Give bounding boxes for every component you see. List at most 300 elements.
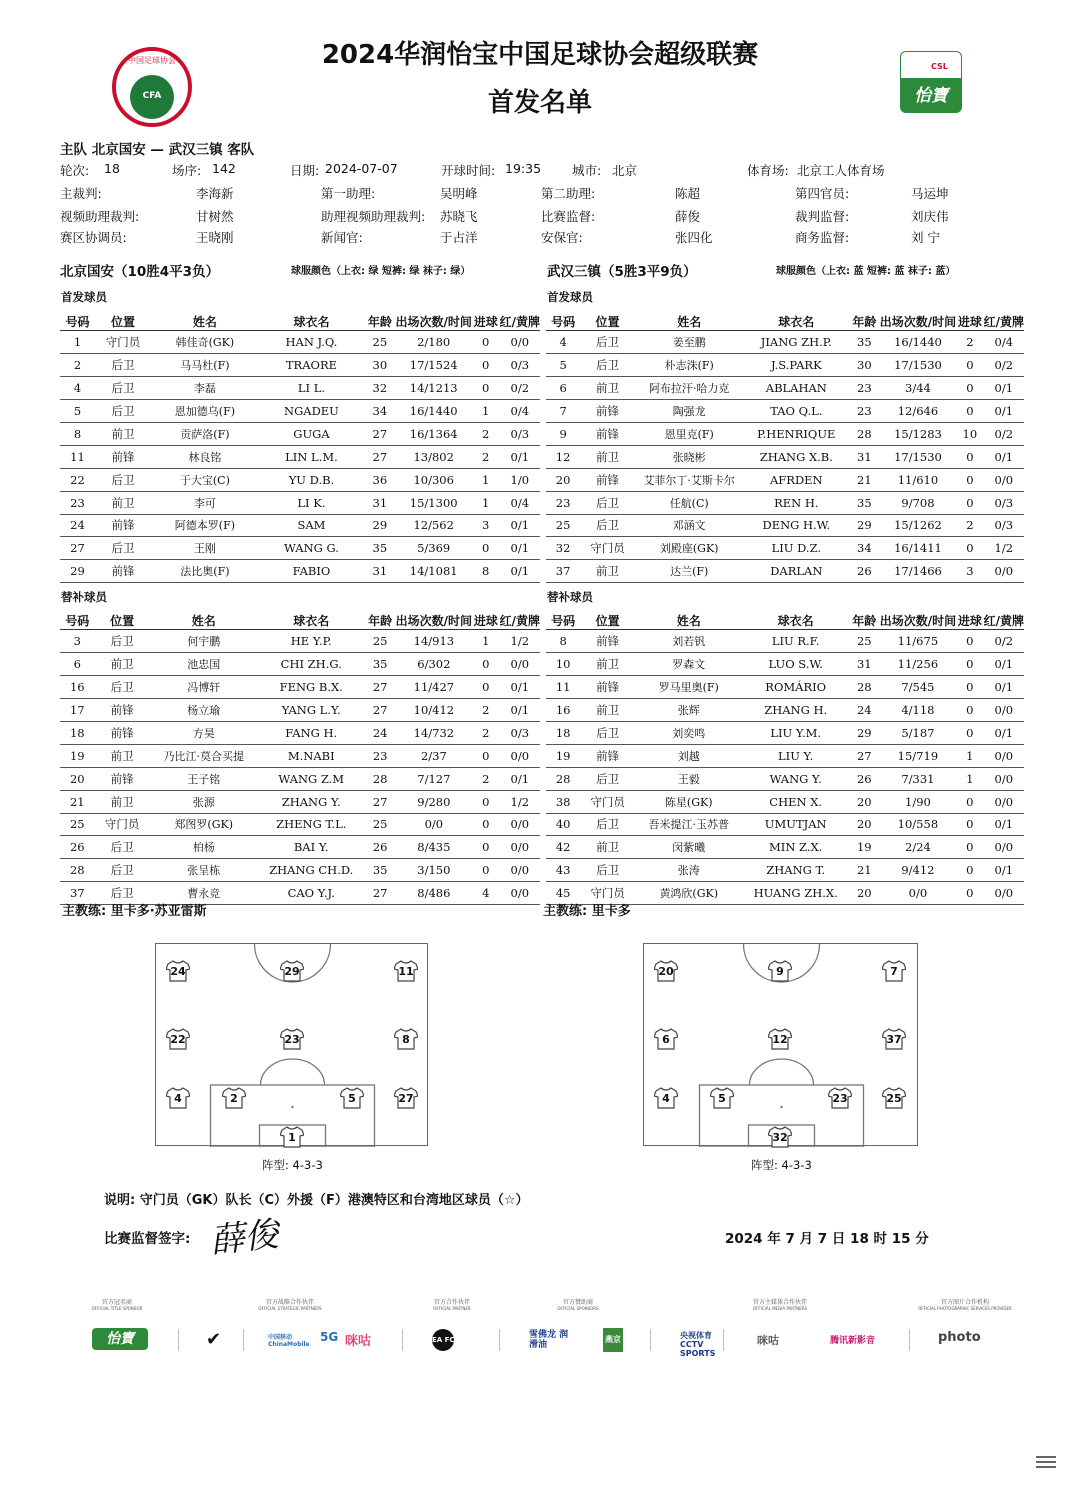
- column-header: 球衣名: [258, 611, 365, 630]
- player-cell: 17/1530: [880, 445, 956, 468]
- official-name-0-1: 吴明峰: [440, 186, 478, 201]
- cfa-logo: 中国足球协会 CFA: [112, 47, 192, 127]
- player-cell: 2/37: [396, 744, 472, 767]
- player-cell: ZHANG H.: [743, 698, 849, 721]
- column-header: 红/黄牌: [500, 312, 540, 331]
- player-cell: CAO Y.J.: [258, 882, 365, 905]
- player-cell: 32: [546, 537, 580, 560]
- away-kit-colors: 球服颜色（上衣: 蓝 短裤: 蓝 袜子: 蓝）: [776, 266, 956, 277]
- away-formation-pitch: [643, 943, 918, 1146]
- player-jersey-icon: 2: [222, 1087, 246, 1109]
- player-cell: 0/1: [984, 813, 1024, 836]
- player-cell: 26: [849, 767, 880, 790]
- player-cell: 后卫: [95, 675, 150, 698]
- player-cell: 张辉: [635, 698, 743, 721]
- player-cell: 0/4: [500, 491, 540, 514]
- player-cell: 19: [849, 836, 880, 859]
- player-cell: 6: [60, 652, 95, 675]
- player-row: [546, 514, 1024, 537]
- player-cell: 0/0: [984, 767, 1024, 790]
- player-cell: 0/3: [500, 353, 540, 376]
- official-name-2-0: 王晓刚: [196, 230, 234, 245]
- player-cell: YANG L.Y.: [258, 698, 365, 721]
- sponsor-logo: 咪咕: [757, 1334, 779, 1347]
- official-label-2-2: 安保官:: [541, 230, 583, 245]
- player-cell: 0/0: [984, 468, 1024, 491]
- player-cell: 0: [956, 491, 983, 514]
- player-cell: 守门员: [580, 790, 635, 813]
- player-row: [60, 491, 540, 514]
- player-cell: 0/0: [500, 813, 540, 836]
- player-cell: 4: [546, 331, 580, 354]
- player-cell: 达兰(F): [635, 560, 744, 583]
- menu-lines-icon[interactable]: [1036, 1456, 1056, 1470]
- player-cell: 35: [364, 537, 395, 560]
- player-cell: 13/802: [396, 445, 472, 468]
- player-cell: 35: [849, 491, 880, 514]
- column-header: 号码: [60, 611, 95, 630]
- player-cell: 0/1: [500, 445, 540, 468]
- player-row: [546, 331, 1024, 354]
- player-cell: 李可: [151, 491, 259, 514]
- player-row: [60, 630, 540, 653]
- official-name-1-2: 薛俊: [675, 209, 701, 224]
- player-cell: 前卫: [95, 652, 150, 675]
- player-cell: 0: [956, 859, 983, 882]
- player-cell: 9/412: [880, 859, 956, 882]
- player-cell: 5/187: [880, 721, 956, 744]
- player-cell: 0/2: [984, 630, 1024, 653]
- player-cell: 郑图罗(GK): [150, 813, 258, 836]
- player-cell: 黄鸿欣(GK): [635, 882, 743, 905]
- player-cell: 42: [546, 836, 580, 859]
- sponsor-caption-en: OFFICIAL PHOTOGRAPHIC SERVICES PROVIDER: [918, 1306, 1012, 1311]
- player-cell: REN H.: [744, 491, 849, 514]
- column-header: 年龄: [365, 611, 396, 630]
- player-cell: LIU Y.: [743, 744, 849, 767]
- player-cell: 0: [956, 836, 983, 859]
- column-header: 姓名: [150, 611, 258, 630]
- info-value-1: 142: [212, 161, 236, 176]
- player-row: [60, 721, 540, 744]
- player-cell: 7/127: [396, 767, 472, 790]
- player-cell: 0/0: [500, 859, 540, 882]
- player-cell: 艾菲尔丁·艾斯卡尔: [635, 468, 744, 491]
- column-header: 姓名: [151, 312, 259, 331]
- player-cell: 1/2: [500, 790, 540, 813]
- player-cell: 12/646: [880, 399, 956, 422]
- column-header: 位置: [95, 611, 150, 630]
- player-cell: 0/4: [984, 331, 1024, 354]
- info-value-4: 北京: [612, 163, 638, 178]
- player-cell: 1: [60, 331, 95, 354]
- player-cell: 25: [364, 331, 395, 354]
- official-name-1-0: 甘树然: [196, 209, 234, 224]
- player-cell: HAN J.Q.: [259, 331, 364, 354]
- player-cell: 0/1: [984, 445, 1024, 468]
- player-cell: 10/306: [396, 468, 472, 491]
- player-cell: TAO Q.L.: [744, 399, 849, 422]
- player-cell: 0: [472, 675, 500, 698]
- player-cell: 21: [849, 859, 880, 882]
- player-cell: CHEN X.: [743, 790, 849, 813]
- player-cell: 前锋: [95, 514, 151, 537]
- sponsor-caption: [895, 1297, 1035, 1311]
- player-row: [60, 767, 540, 790]
- player-cell: 10/412: [396, 698, 472, 721]
- player-cell: 0: [956, 630, 983, 653]
- player-cell: 1/2: [984, 537, 1024, 560]
- player-cell: 法比奥(F): [151, 560, 259, 583]
- player-cell: 曹永竞: [150, 882, 258, 905]
- info-value-2: 2024-07-07: [325, 161, 398, 176]
- player-cell: 刘越: [635, 744, 743, 767]
- player-cell: 45: [546, 882, 580, 905]
- player-cell: 31: [849, 445, 880, 468]
- player-cell: 12: [546, 445, 580, 468]
- player-cell: 11/610: [880, 468, 956, 491]
- player-cell: ZHANG X.B.: [744, 445, 849, 468]
- player-cell: 40: [546, 813, 580, 836]
- supervisor-signature: 薛俊: [208, 1214, 281, 1262]
- official-label-1-2: 比赛监督:: [541, 209, 596, 224]
- column-header: 号码: [546, 312, 580, 331]
- player-cell: 2/24: [880, 836, 956, 859]
- column-header: 出场次数/时间: [880, 611, 956, 630]
- player-cell: 27: [365, 882, 396, 905]
- player-row: [60, 514, 540, 537]
- player-cell: 后卫: [95, 859, 150, 882]
- player-cell: 18: [546, 721, 580, 744]
- sponsor-caption-en: OFFICIAL MEDIA PARTNERS: [752, 1306, 808, 1311]
- player-cell: ABLAHAN: [744, 376, 849, 399]
- player-cell: 何宇鹏: [150, 630, 258, 653]
- player-jersey-icon: 25: [882, 1087, 906, 1109]
- player-cell: 15/719: [880, 744, 956, 767]
- official-name-0-2: 陈超: [675, 186, 701, 201]
- player-cell: 任航(C): [635, 491, 744, 514]
- player-row: [60, 675, 540, 698]
- official-label-2-1: 新闻官:: [321, 230, 363, 245]
- player-jersey-icon: 29: [280, 960, 304, 982]
- player-cell: 0: [956, 698, 983, 721]
- player-cell: 守门员: [580, 882, 635, 905]
- sponsor-logo: 中国移动 ChinaMobile: [268, 1334, 310, 1348]
- player-cell: 0/1: [500, 675, 540, 698]
- player-row: [60, 376, 540, 399]
- player-cell: 守门员: [580, 537, 635, 560]
- column-header: 号码: [546, 611, 580, 630]
- player-cell: 2: [472, 698, 500, 721]
- player-cell: 20: [849, 882, 880, 905]
- player-cell: 9/708: [880, 491, 956, 514]
- player-cell: 0/1: [500, 560, 540, 583]
- player-cell: 冯博轩: [150, 675, 258, 698]
- player-cell: 34: [849, 537, 880, 560]
- column-header: 球衣名: [743, 611, 849, 630]
- player-cell: 前锋: [580, 399, 635, 422]
- sponsor-logo: 燕京: [603, 1328, 623, 1352]
- player-cell: 前卫: [580, 698, 635, 721]
- player-cell: 乃比江·莫合买提: [150, 744, 258, 767]
- player-cell: 15/1283: [880, 422, 956, 445]
- player-cell: 16/1440: [880, 331, 956, 354]
- player-cell: 37: [546, 560, 580, 583]
- player-cell: 28: [849, 422, 880, 445]
- player-cell: 前锋: [580, 744, 635, 767]
- player-cell: 0: [956, 721, 983, 744]
- csl-logo: CSL 怡寶: [900, 51, 962, 113]
- info-label-3: 开球时间:: [441, 163, 496, 178]
- player-cell: 前锋: [580, 630, 635, 653]
- player-cell: 贡萨洛(F): [151, 422, 259, 445]
- player-cell: 张涛: [635, 859, 743, 882]
- column-header: 进球: [956, 611, 983, 630]
- player-cell: 11: [60, 445, 95, 468]
- official-label-0-1: 第一助理:: [321, 186, 376, 201]
- player-cell: 罗马里奥(F): [635, 675, 743, 698]
- player-jersey-icon: 9: [768, 960, 792, 982]
- player-cell: 后卫: [95, 537, 151, 560]
- info-label-2: 日期:: [290, 163, 320, 178]
- player-cell: 29: [849, 721, 880, 744]
- player-cell: 5: [546, 353, 580, 376]
- player-cell: 26: [365, 836, 396, 859]
- player-cell: 0: [956, 353, 983, 376]
- player-cell: 前卫: [95, 744, 150, 767]
- player-row: [60, 353, 540, 376]
- player-cell: 0: [472, 537, 500, 560]
- player-cell: 0/1: [500, 514, 540, 537]
- column-header: 红/黄牌: [984, 312, 1024, 331]
- player-cell: 10/558: [880, 813, 956, 836]
- player-cell: 30: [364, 353, 395, 376]
- sponsor-divider: [723, 1329, 724, 1351]
- player-row: [60, 698, 540, 721]
- player-cell: ZHANG Y.: [258, 790, 365, 813]
- player-cell: 16/1411: [880, 537, 956, 560]
- player-row: [546, 353, 1024, 376]
- player-cell: 前卫: [580, 652, 635, 675]
- player-cell: 0/3: [984, 514, 1024, 537]
- player-cell: 0/1: [500, 767, 540, 790]
- player-cell: 0: [956, 445, 983, 468]
- player-cell: 守门员: [95, 331, 151, 354]
- sign-datetime: 2024 年 7 月 7 日 18 时 15 分: [725, 1231, 929, 1247]
- player-cell: 张晓彬: [635, 445, 744, 468]
- player-cell: 0/3: [984, 491, 1024, 514]
- official-label-2-0: 赛区协调员:: [60, 230, 127, 245]
- sponsor-caption-cn: 官方图片合作机构: [940, 1299, 989, 1306]
- player-cell: 0/2: [984, 353, 1024, 376]
- player-cell: HUANG ZH.X.: [743, 882, 849, 905]
- player-cell: 0: [956, 468, 983, 491]
- player-jersey-icon: 5: [710, 1087, 734, 1109]
- player-cell: 8: [60, 422, 95, 445]
- player-cell: 23: [365, 744, 396, 767]
- away-subs-label: 替补球员: [547, 590, 593, 604]
- home-subs-table: [60, 611, 540, 905]
- player-cell: 1: [472, 468, 500, 491]
- player-cell: 0: [956, 882, 983, 905]
- player-cell: 15/1300: [396, 491, 472, 514]
- column-header: 球衣名: [259, 312, 364, 331]
- player-cell: 8: [472, 560, 500, 583]
- player-cell: 0: [472, 859, 500, 882]
- player-cell: 8/486: [396, 882, 472, 905]
- player-cell: 25: [849, 630, 880, 653]
- player-cell: 前卫: [95, 422, 151, 445]
- player-cell: 后卫: [95, 399, 151, 422]
- official-label-0-3: 第四官员:: [795, 186, 850, 201]
- sponsor-divider: [650, 1329, 651, 1351]
- away-starters-label: 首发球员: [547, 290, 593, 304]
- player-cell: 0/1: [984, 721, 1024, 744]
- player-row: [546, 790, 1024, 813]
- player-cell: 5: [60, 399, 95, 422]
- player-cell: 28: [546, 767, 580, 790]
- official-label-1-3: 裁判监督:: [795, 209, 850, 224]
- document-title: 2024华润怡宝中国足球协会超级联赛: [321, 40, 759, 70]
- player-cell: 王毅: [635, 767, 743, 790]
- player-jersey-icon: 23: [828, 1087, 852, 1109]
- player-cell: 0/0: [984, 836, 1024, 859]
- player-cell: 1/90: [880, 790, 956, 813]
- player-cell: 8: [546, 630, 580, 653]
- sponsor-caption-en: OFFICIAL SPONSORS: [557, 1306, 599, 1311]
- player-cell: 0/0: [500, 331, 540, 354]
- player-cell: 24: [365, 721, 396, 744]
- player-cell: 前锋: [580, 422, 635, 445]
- sponsor-divider: [402, 1329, 403, 1351]
- column-header: 位置: [95, 312, 151, 331]
- official-name-1-1: 苏晓飞: [440, 209, 478, 224]
- player-cell: LI L.: [259, 376, 364, 399]
- player-cell: 7/545: [880, 675, 956, 698]
- player-cell: 8/435: [396, 836, 472, 859]
- player-jersey-icon: 22: [166, 1028, 190, 1050]
- player-cell: 9/280: [396, 790, 472, 813]
- player-cell: 32: [364, 376, 395, 399]
- player-cell: 前卫: [580, 560, 635, 583]
- player-cell: 陈星(GK): [635, 790, 743, 813]
- player-cell: 31: [364, 491, 395, 514]
- player-cell: 前卫: [95, 790, 150, 813]
- player-cell: 26: [849, 560, 880, 583]
- player-row: [60, 468, 540, 491]
- sponsor-caption: [382, 1297, 522, 1311]
- info-label-1: 场序:: [172, 163, 202, 178]
- player-cell: 0: [472, 376, 500, 399]
- player-row: [60, 331, 540, 354]
- document-subtitle: 首发名单: [487, 88, 592, 118]
- player-cell: BAI Y.: [258, 836, 365, 859]
- sponsor-logo: 雪佛龙 润滑油: [529, 1330, 569, 1350]
- player-cell: 1: [956, 767, 983, 790]
- player-cell: 阿布拉汗·哈力克: [635, 376, 744, 399]
- player-cell: 35: [365, 652, 396, 675]
- player-cell: 23: [849, 399, 880, 422]
- player-cell: 0/0: [984, 882, 1024, 905]
- column-header: 进球: [472, 312, 500, 331]
- column-header: 进球: [956, 312, 983, 331]
- player-cell: 28: [849, 675, 880, 698]
- player-cell: 25: [60, 813, 95, 836]
- player-cell: NGADEU: [259, 399, 364, 422]
- player-cell: 23: [546, 491, 580, 514]
- player-cell: 后卫: [580, 767, 635, 790]
- player-cell: 11: [546, 675, 580, 698]
- player-cell: 朴志洙(F): [635, 353, 744, 376]
- player-cell: 0/0: [500, 882, 540, 905]
- player-cell: 36: [364, 468, 395, 491]
- player-cell: 0/1: [984, 859, 1024, 882]
- column-header: 球衣名: [744, 312, 849, 331]
- official-name-0-0: 李海新: [196, 186, 234, 201]
- away-starters-table: [546, 312, 1024, 583]
- home-team-title: 北京国安（10胜4平3负）: [60, 264, 220, 280]
- player-cell: 0: [956, 376, 983, 399]
- player-cell: 后卫: [95, 376, 151, 399]
- player-cell: 0/0: [984, 744, 1024, 767]
- player-cell: 0: [956, 537, 983, 560]
- player-cell: 0: [956, 652, 983, 675]
- player-row: [546, 698, 1024, 721]
- player-cell: 2: [472, 721, 500, 744]
- player-row: [546, 422, 1024, 445]
- official-label-0-2: 第二助理:: [541, 186, 596, 201]
- player-cell: 前卫: [580, 836, 635, 859]
- player-cell: LUO S.W.: [743, 652, 849, 675]
- away-formation: 阵型: 4-3-3: [751, 1158, 812, 1172]
- player-cell: 刘殿座(GK): [635, 537, 744, 560]
- away-subs-table: [546, 611, 1024, 905]
- player-cell: GUGA: [259, 422, 364, 445]
- player-cell: 35: [365, 859, 396, 882]
- player-cell: 0/1: [984, 399, 1024, 422]
- player-cell: J.S.PARK: [744, 353, 849, 376]
- player-cell: 后卫: [580, 859, 635, 882]
- player-cell: 0: [472, 652, 500, 675]
- player-cell: 38: [546, 790, 580, 813]
- player-cell: 1/0: [500, 468, 540, 491]
- player-row: [546, 468, 1024, 491]
- player-cell: LIU Y.M.: [743, 721, 849, 744]
- player-cell: 李磊: [151, 376, 259, 399]
- player-cell: 2/180: [396, 331, 472, 354]
- player-cell: CHI ZH.G.: [258, 652, 365, 675]
- player-cell: 0: [956, 813, 983, 836]
- player-cell: 29: [60, 560, 95, 583]
- player-cell: 于大宝(C): [151, 468, 259, 491]
- player-cell: 17/1530: [880, 353, 956, 376]
- player-cell: 28: [60, 859, 95, 882]
- player-row: [546, 813, 1024, 836]
- player-cell: 7: [546, 399, 580, 422]
- player-cell: 3: [956, 560, 983, 583]
- player-cell: 6: [546, 376, 580, 399]
- player-cell: YU D.B.: [259, 468, 364, 491]
- column-header: 出场次数/时间: [880, 312, 956, 331]
- player-cell: 0/1: [500, 698, 540, 721]
- player-cell: 31: [849, 652, 880, 675]
- home-starters-label: 首发球员: [61, 290, 107, 304]
- signature-label: 比赛监督签字:: [104, 1231, 191, 1247]
- player-cell: 后卫: [580, 813, 635, 836]
- player-cell: 1: [472, 399, 500, 422]
- player-row: [546, 675, 1024, 698]
- player-cell: 19: [60, 744, 95, 767]
